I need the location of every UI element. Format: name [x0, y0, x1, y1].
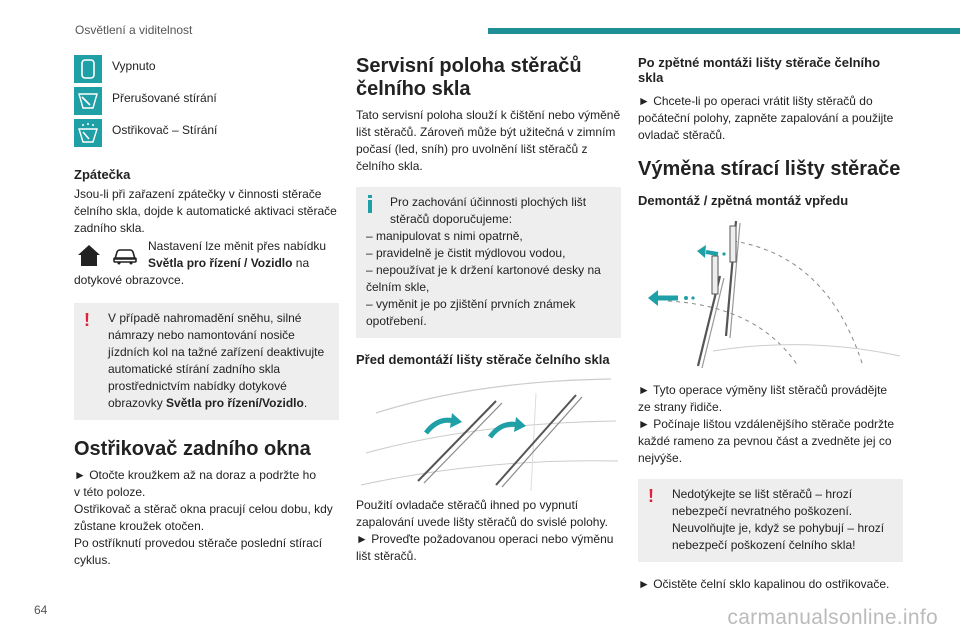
info-item: – vyměnit je po zjištění prvních známek opotřebení.	[366, 297, 576, 328]
after-text-1: Použití ovladače stěračů ihned po vypnutí zapalování uvede lišty stěračů do svislé polohy.	[356, 498, 608, 529]
rear-washer-line: zůstane kroužek otočen.	[74, 519, 205, 533]
watermark: carmanualsonline.info	[727, 606, 938, 629]
info-box	[356, 187, 621, 338]
after-refit-title: Po zpětné montáži lišty stěrače čelního skla	[638, 55, 881, 85]
after-text-2: ► Proveďte požadovanou operaci nebo výměnu lišt stěračů.	[356, 532, 614, 563]
warning-text: Nedotýkejte se lišt stěračů – hrozí nebezpečí nevratného poškození. Neuvolňujte je, když se pohybují – hrozí nebezpečí poškození čelního skla!	[672, 487, 885, 552]
driver-side-text: ► Tyto operace výměny lišt stěračů provádějte ze strany řidiče.	[638, 383, 888, 414]
rear-washer-line: v této poloze.	[74, 485, 146, 499]
column-2	[356, 55, 621, 565]
rear-washer-line: Ostřikovač a stěrač okna pracují celou dobu, kdy	[74, 502, 333, 516]
blade-removal-illustration	[638, 216, 903, 376]
warning-end: .	[303, 396, 308, 410]
warning-box-blades	[638, 479, 903, 562]
settings-line-2-end: na	[292, 256, 310, 270]
reverse-title: Zpátečka	[74, 167, 131, 182]
car-icon	[110, 240, 140, 270]
header-accent-bar	[488, 28, 960, 34]
settings-line-1: Nastavení lze měnit přes nabídku	[148, 239, 327, 253]
lift-arm-text: ► Počínaje lištou vzdálenějšího stěrače podržte každé rameno za pevnou část a zvedněte jej co nejvýše.	[638, 417, 895, 465]
clean-windscreen-text: ► Očistěte čelní sklo kapalinou do ostřikovače.	[638, 577, 890, 591]
info-text: Pro zachování účinnosti plochých lišt stěračů doporučujeme:	[390, 195, 587, 226]
symbol-label: Přerušované stírání	[112, 91, 217, 105]
column-1	[74, 55, 339, 569]
column-3	[638, 55, 903, 593]
warning-text: V případě nahromadění sněhu, silné námrazy nebo namontování nosiče jízdních kol na tažné zařízení deaktivujte automatické stírání zadního skla prostřednictvím nabídky dotykové obrazovky	[108, 311, 325, 410]
rear-washer-line: ► Otočte kroužkem až na doraz a podržte ho	[74, 468, 316, 482]
service-position-title: Servisní poloha stěračů čelního skla	[356, 55, 582, 100]
section-header: Osvětlení a viditelnost	[75, 23, 193, 37]
info-icon	[366, 195, 374, 216]
rear-washer-line: Po ostříknutí provedou stěrače poslední stírací	[74, 536, 323, 550]
info-item: – nepoužívat je k držení kartonové desky na čelním skle,	[366, 263, 601, 294]
blade-replacement-title: Výměna stírací lišty stěrače	[638, 158, 901, 180]
wiper-off-icon	[74, 55, 102, 83]
info-item: – pravidelně je čistit mýdlovou vodou,	[366, 246, 566, 260]
settings-menu-path: Světla pro řízení / Vozidlo	[148, 256, 293, 270]
settings-text-3: dotykové obrazovce.	[74, 273, 185, 287]
symbol-row-intermittent	[74, 87, 339, 119]
warning-box-snow	[74, 303, 339, 420]
symbol-label: Vypnuto	[112, 59, 156, 73]
settings-text	[148, 238, 326, 272]
rear-washer-title: Ostřikovač zadního okna	[74, 438, 311, 460]
washer-wipe-icon	[74, 119, 102, 147]
after-refit-text: ► Chcete-li po operaci vrátit lišty stěračů do počáteční polohy, zapněte zapalování a použijte ovladač stěračů.	[638, 94, 894, 142]
service-position-intro: Tato servisní poloha slouží k čištění nebo výměně lišt stěračů. Zároveň může být užitečná v zimním počasí (led, sníh) pro uvolnění lišt stěračů z čelního skla.	[356, 108, 621, 173]
front-removal-title: Demontáž / zpětná montáž vpředu	[638, 193, 849, 208]
symbol-row-washer	[74, 119, 339, 151]
before-removal-title: Před demontáží lišty stěrače čelního skla	[356, 352, 610, 367]
warning-menu-path: Světla pro řízení/Vozidlo	[166, 396, 304, 410]
rear-washer-line: cyklus.	[74, 553, 111, 567]
page-number: 64	[34, 603, 48, 617]
warning-icon: !	[84, 310, 90, 330]
wiper-intermittent-icon	[74, 87, 102, 115]
home-icon	[74, 240, 104, 270]
settings-row	[74, 238, 339, 272]
wiper-service-illustration	[356, 373, 621, 491]
symbol-label: Ostřikovač – Stírání	[112, 123, 218, 137]
reverse-text: Jsou-li při zařazení zpátečky v činnosti stěrače čelního skla, dojde k automatické aktivaci stěrače zadního skla.	[74, 187, 337, 235]
symbol-row-off	[74, 55, 339, 87]
warning-icon: !	[648, 486, 654, 506]
info-item: – manipulovat s nimi opatrně,	[366, 229, 523, 243]
